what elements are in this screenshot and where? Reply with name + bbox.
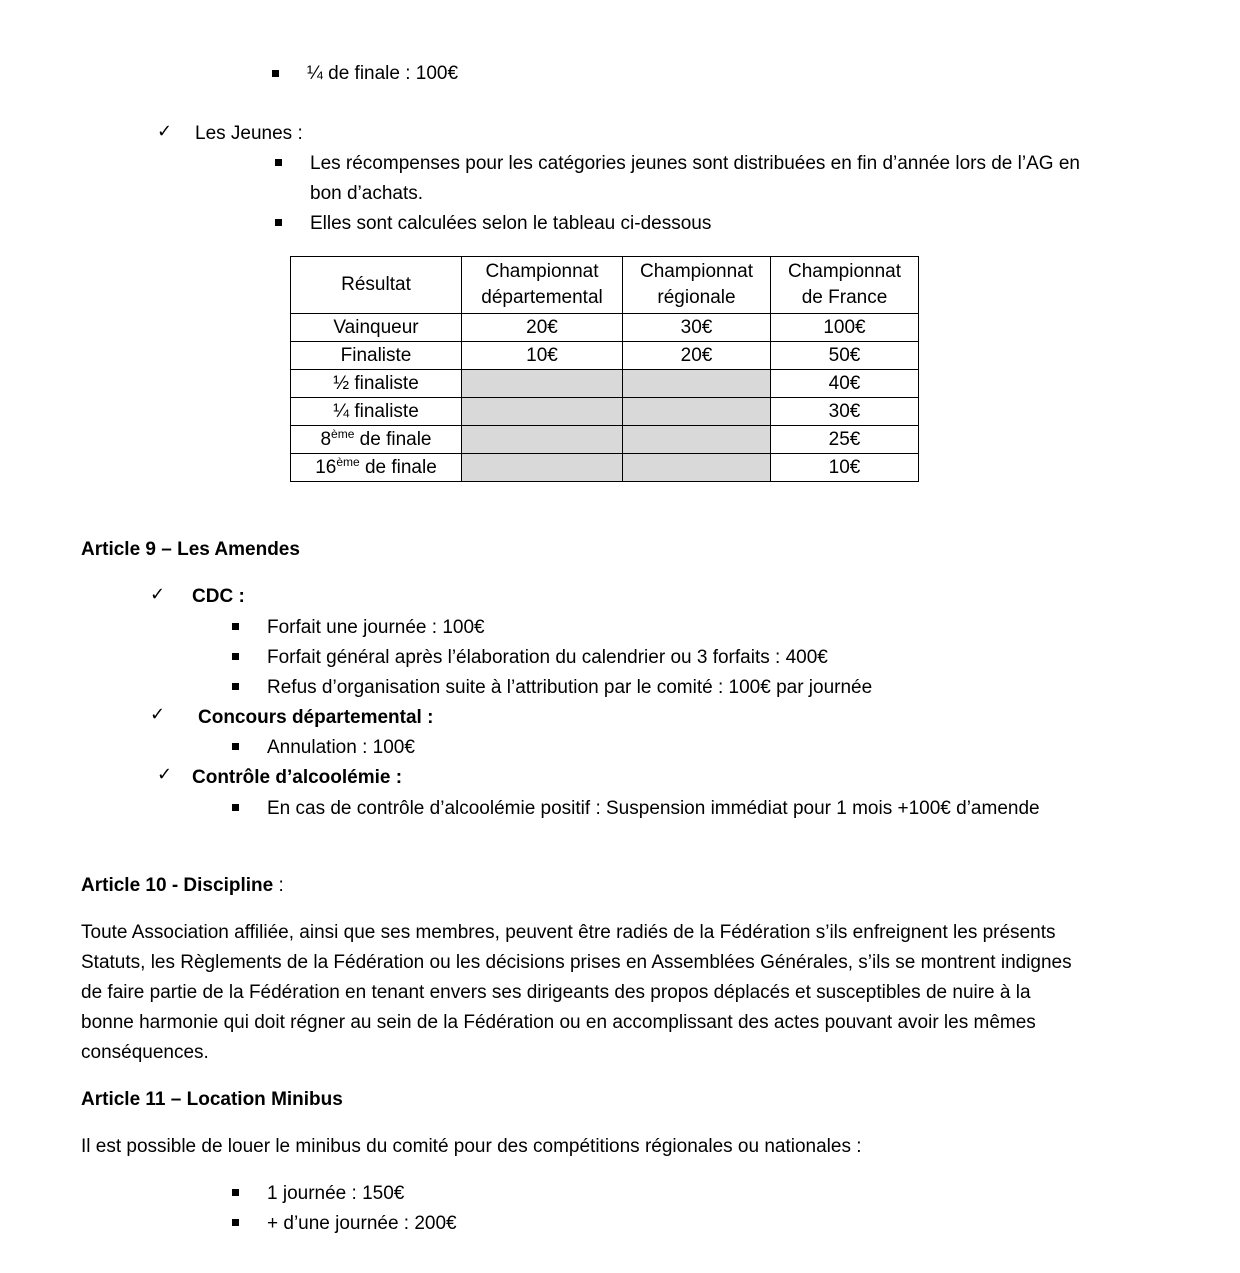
square-bullet-icon bbox=[232, 1189, 239, 1196]
article10-title-suffix: : bbox=[273, 875, 284, 896]
cell-france: 30€ bbox=[771, 398, 919, 426]
paragraph-line: conséquences. bbox=[81, 1042, 209, 1063]
list-item: Refus d’organisation suite à l’attribution par le comité : 100€ par journée bbox=[267, 677, 873, 698]
cell-reg-empty bbox=[623, 454, 771, 482]
list-item: 1 journée : 150€ bbox=[267, 1183, 405, 1204]
result-rest: de finale bbox=[354, 428, 432, 450]
result-superscript: ème bbox=[336, 454, 360, 469]
square-bullet-icon bbox=[272, 70, 279, 77]
paragraph-line: bonne harmonie qui doit régner au sein de la Fédération ou en accomplissant des actes pouvant avoir les mêmes bbox=[81, 1012, 1036, 1033]
cell-result: ½ finaliste bbox=[291, 370, 462, 398]
cell-result bbox=[291, 454, 462, 482]
cell-reg: 20€ bbox=[623, 342, 771, 370]
cell-result: Vainqueur bbox=[291, 314, 462, 342]
youth-heading: Les Jeunes : bbox=[195, 123, 303, 144]
list-item: Annulation : 100€ bbox=[267, 737, 415, 758]
checkmark-icon: ✓ bbox=[157, 121, 173, 142]
square-bullet-icon bbox=[232, 743, 239, 750]
square-bullet-icon bbox=[232, 1219, 239, 1226]
list-item: Forfait général après l’élaboration du calendrier ou 3 forfaits : 400€ bbox=[267, 647, 828, 668]
table-row bbox=[291, 398, 919, 426]
cell-france: 40€ bbox=[771, 370, 919, 398]
article9-title: Article 9 – Les Amendes bbox=[81, 539, 300, 560]
list-item: ¼ de finale : 100€ bbox=[307, 63, 459, 84]
checkmark-icon: ✓ bbox=[150, 704, 166, 725]
cell-france: 25€ bbox=[771, 426, 919, 454]
square-bullet-icon bbox=[275, 159, 282, 166]
square-bullet-icon bbox=[232, 683, 239, 690]
article10-heading bbox=[81, 874, 284, 898]
square-bullet-icon bbox=[232, 804, 239, 811]
cell-result bbox=[291, 426, 462, 454]
header-regionale: Championnat régionale bbox=[623, 257, 771, 314]
cell-dept-empty bbox=[462, 370, 623, 398]
list-item: Elles sont calculées selon le tableau ci-dessous bbox=[310, 213, 712, 234]
list-item: En cas de contrôle d’alcoolémie positif : Suspension immédiat pour 1 mois +100€ d’amende bbox=[267, 798, 1040, 819]
cell-reg-empty bbox=[623, 370, 771, 398]
list-item-continuation: bon d’achats. bbox=[310, 183, 424, 204]
list-item: Forfait une journée : 100€ bbox=[267, 617, 485, 638]
cell-dept: 10€ bbox=[462, 342, 623, 370]
article11-intro: Il est possible de louer le minibus du comité pour des compétitions régionales ou nationales : bbox=[81, 1136, 862, 1157]
cell-result: Finaliste bbox=[291, 342, 462, 370]
header-departemental: Championnat départemental bbox=[462, 257, 623, 314]
table-row bbox=[291, 370, 919, 398]
cell-france: 50€ bbox=[771, 342, 919, 370]
alcool-heading: Contrôle d’alcoolémie : bbox=[192, 767, 403, 788]
table-row bbox=[291, 314, 919, 342]
cell-france: 100€ bbox=[771, 314, 919, 342]
result-number: 16 bbox=[315, 456, 337, 478]
article10-paragraph bbox=[81, 918, 1161, 1068]
concours-heading: Concours départemental : bbox=[198, 707, 434, 728]
list-item: Les récompenses pour les catégories jeunes sont distribuées en fin d’année lors de l’AG en bbox=[310, 153, 1080, 174]
cell-dept: 20€ bbox=[462, 314, 623, 342]
cell-dept-empty bbox=[462, 454, 623, 482]
header-resultat: Résultat bbox=[291, 257, 462, 314]
table-header-row bbox=[291, 257, 919, 314]
rewards-table bbox=[290, 256, 919, 482]
cell-reg-empty bbox=[623, 426, 771, 454]
cell-reg-empty bbox=[623, 398, 771, 426]
paragraph-line: de faire partie de la Fédération en tenant envers ses dirigeants des propos déplacés et susceptibles de nuire à la bbox=[81, 982, 1031, 1003]
paragraph-line: Toute Association affiliée, ainsi que ses membres, peuvent être radiés de la Fédération s’ils enfreignent les présents bbox=[81, 922, 1056, 943]
table-row bbox=[291, 426, 919, 454]
article11-title: Article 11 – Location Minibus bbox=[81, 1089, 343, 1110]
cell-france: 10€ bbox=[771, 454, 919, 482]
table-row bbox=[291, 454, 919, 482]
cell-dept-empty bbox=[462, 426, 623, 454]
article10-title: Article 10 - Discipline bbox=[81, 875, 274, 896]
square-bullet-icon bbox=[232, 623, 239, 630]
header-france: Championnat de France bbox=[771, 257, 919, 314]
checkmark-icon: ✓ bbox=[150, 584, 166, 605]
cell-dept-empty bbox=[462, 398, 623, 426]
list-item: + d’une journée : 200€ bbox=[267, 1213, 457, 1234]
result-superscript: ème bbox=[331, 426, 355, 441]
square-bullet-icon bbox=[232, 653, 239, 660]
cell-result: ¼ finaliste bbox=[291, 398, 462, 426]
checkmark-icon: ✓ bbox=[157, 764, 173, 785]
cell-reg: 30€ bbox=[623, 314, 771, 342]
table-row bbox=[291, 342, 919, 370]
result-rest: de finale bbox=[359, 456, 437, 478]
cdc-heading: CDC : bbox=[192, 586, 245, 607]
paragraph-line: Statuts, les Règlements de la Fédération ou les décisions prises en Assemblées Générales, s’ils se montrent indignes bbox=[81, 952, 1072, 973]
square-bullet-icon bbox=[275, 219, 282, 226]
result-number: 8 bbox=[320, 428, 332, 450]
